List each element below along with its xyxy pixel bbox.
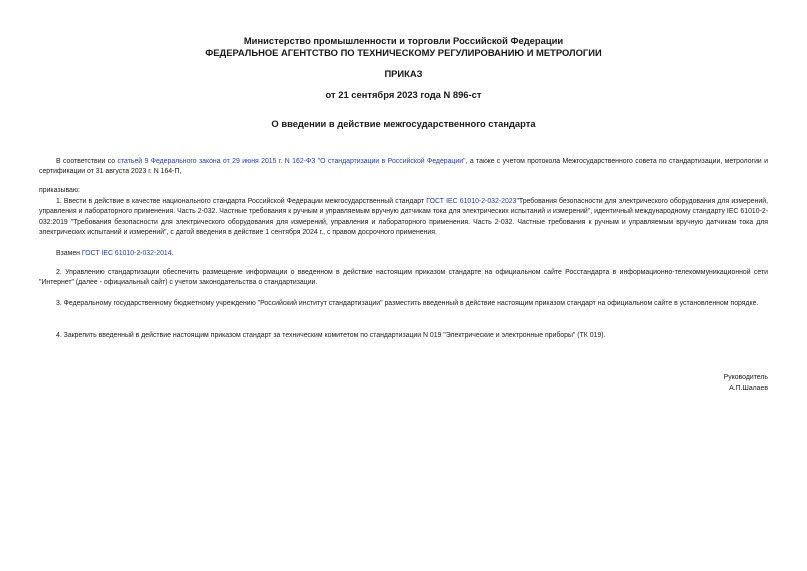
law-link[interactable]: статьей 9 Федерального закона от 29 июня 2015 г. N 162-ФЗ "О стандартизации в Российской Федерации" xyxy=(117,158,466,165)
signature-name: А.П.Шалаев xyxy=(729,385,768,392)
replaces-paragraph xyxy=(39,249,768,259)
item-2-paragraph: 2. Управлению стандартизации обеспечить размещение информации о введенном в действие настоящим приказом стандарте на официальном сайте Росстандарта в информационно-телекоммуникационной сети "Интернет" (далее - официальный сайт) с учетом законодательства о стандартизации. xyxy=(39,269,768,287)
document-subject: О введении в действие межгосударственного стандарта xyxy=(271,118,536,129)
item-3-paragraph: 3. Федеральному государственному бюджетному учреждению "Российский институт стандартизации" разместить введенный в действие настоящим приказом стандарт на официальном сайте в установленном порядке. xyxy=(56,300,759,307)
document-date-number: от 21 сентября 2023 года N 896-ст xyxy=(325,89,482,100)
old-standard-link[interactable]: ГОСТ IEC 61010-2-032-2014 xyxy=(81,250,172,257)
document-type: ПРИКАЗ xyxy=(384,68,423,79)
item-1-text-end: "Требования безопасности для электрического оборудования для измерений, управления и лабораторного применения. Часть 2-032. Частные требования к ручным и управляемым вручную датчикам тока для электрических испытаний и измерений", идентичный международному стандарту IEC 61010-2-032:2019 "Требования безопасности для электрического оборудования для измерений, управления и лабораторного применения. Часть 2-032. Частные требования к ручным и управляемым вручную датчикам тока для электрических испытаний и измерений", с датой введения в действие 1 сентября 2024 г., с правом досрочного применения. xyxy=(39,198,768,237)
replaces-text-start: Взамен xyxy=(56,250,82,257)
replaces-text-end: . xyxy=(171,250,174,257)
preamble-text-end: , а также с учетом протокола Межгосударственного совета по стандартизации, метрологии и сертификации от 31 августа 2023 г. N 164-П, xyxy=(39,158,768,176)
ministry-name: Министерство промышленности и торговли Российской Федерации xyxy=(243,35,564,46)
standard-link[interactable]: ГОСТ IEC 61010-2-032-2023 xyxy=(426,198,517,205)
item-1-text-start: 1. Ввести в действие в качестве национального стандарта Российской Федерации межгосударственный стандарт xyxy=(56,198,427,205)
order-word: приказываю: xyxy=(39,187,80,194)
item-1-paragraph xyxy=(39,197,768,239)
item-4-paragraph: 4. Закрепить введенный в действие настоящим приказом стандарт за техническим комитетом по стандартизации N 019 "Электрические и электронные приборы" (ТК 019). xyxy=(56,332,606,339)
agency-name: ФЕДЕРАЛЬНОЕ АГЕНТСТВО ПО ТЕХНИЧЕСКОМУ РЕГУЛИРОВАНИЮ И МЕТРОЛОГИИ xyxy=(205,47,602,58)
signature-title: Руководитель xyxy=(723,374,768,381)
preamble-text-start: В соответствии со xyxy=(56,158,118,165)
preamble-paragraph xyxy=(39,157,768,178)
